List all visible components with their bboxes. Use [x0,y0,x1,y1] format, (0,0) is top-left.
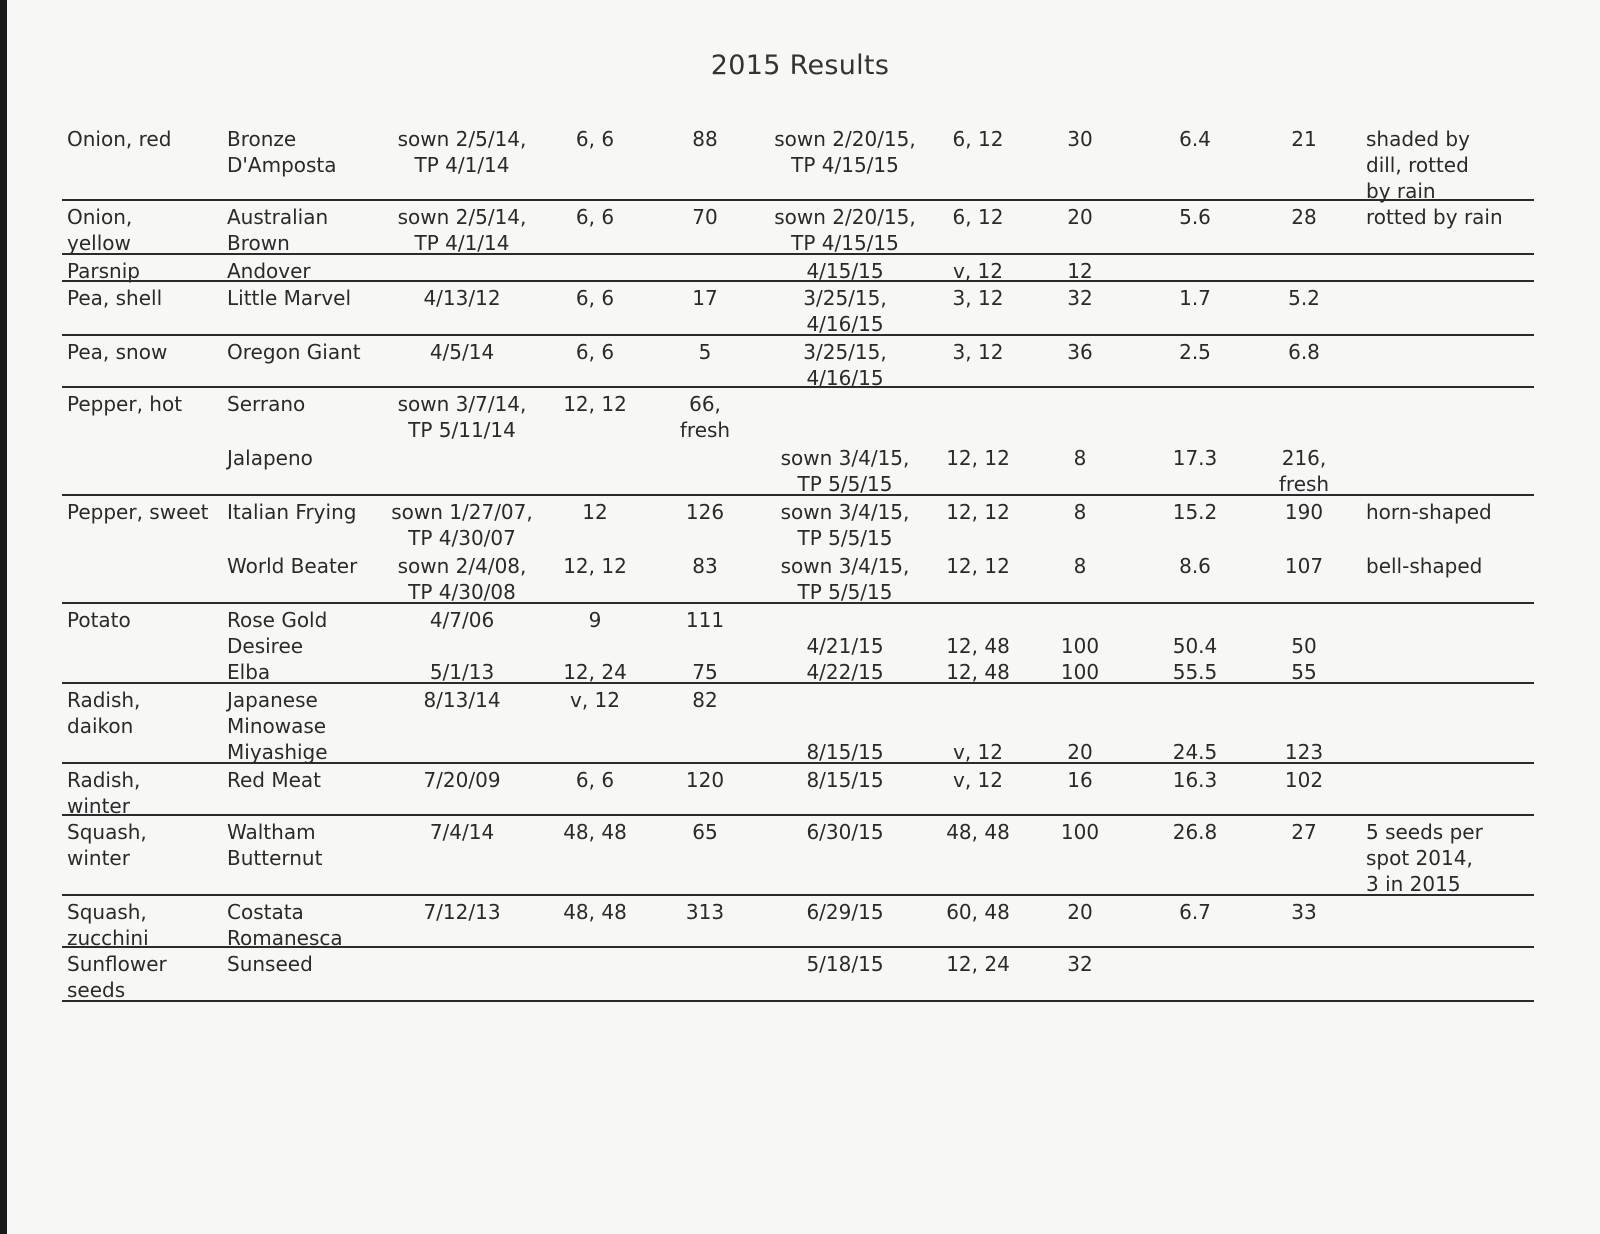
number-of-plants: 8 [1073,500,1087,524]
planted-2015: 3/25/15, 4/16/15 [803,340,887,390]
total-weight: 17.3 [1172,446,1218,470]
crop-name: Radish, daikon [67,688,141,738]
crop-name: Radish, winter [67,768,141,818]
table-row [0,549,1600,603]
yield-previous: 70 [692,205,718,229]
variety-name: Serrano [227,392,306,416]
spacing-previous: 48, 48 [563,900,627,924]
total-weight: 2.5 [1179,340,1211,364]
yield-previous: 111 75 [685,608,725,684]
spacing-previous: 6, 6 [575,286,615,310]
yield-previous: 65 [692,820,718,844]
variety-name: Little Marvel [227,286,352,310]
crop-name: Pea, snow [67,340,168,364]
variety-name: Jalapeno [227,446,313,470]
crop-name: Potato [67,608,131,632]
planted-previous: sown 2/5/14, TP 4/1/14 [397,205,527,255]
planted-previous: 8/13/14 [423,688,501,712]
notes: rotted by rain [1366,205,1503,229]
variety-name: Italian Frying [227,500,357,524]
spacing-2015: 60, 48 [946,900,1010,924]
variety-name: Bronze D'Amposta [227,127,337,177]
notes: horn-shaped [1366,500,1492,524]
yield-per-plant: 6.8 [1288,340,1320,364]
yield-previous: 17 [692,286,718,310]
spacing-2015: 6, 12 [952,205,1004,229]
spacing-2015: 6, 12 [952,127,1004,151]
yield-previous: 120 [685,768,725,792]
planted-previous: 7/4/14 [429,820,495,844]
yield-per-plant: 5.2 [1288,286,1320,310]
number-of-plants: 8 [1073,446,1087,470]
spacing-2015: 48, 48 [946,820,1010,844]
page-title: 2015 Results [710,50,890,81]
table-row [0,603,1600,683]
planted-2015: sown 2/20/15, TP 4/15/15 [774,205,916,255]
crop-name: Onion, yellow [67,205,133,255]
spacing-2015: 3, 12 [952,340,1004,364]
yield-per-plant: 28 [1291,205,1317,229]
crop-name: Pea, shell [67,286,163,310]
spacing-previous: 12, 12 [563,392,627,416]
table-row [0,683,1600,763]
yield-previous: 66, fresh [679,392,731,442]
table-row [0,122,1600,203]
spacing-2015: v, 12 [953,740,1003,764]
number-of-plants: 12 [1067,259,1093,283]
planted-previous: 4/7/06 5/1/13 [429,608,495,684]
variety-name: Rose Gold Desiree Elba [227,608,328,684]
table-row [0,335,1600,390]
number-of-plants: 20 [1067,740,1093,764]
yield-previous: 5 [698,340,712,364]
spacing-previous: 6, 6 [575,205,615,229]
spacing-2015: v, 12 [953,768,1003,792]
planted-2015: sown 3/4/15, TP 5/5/15 [780,500,910,550]
table-row [0,815,1600,895]
spacing-previous: 6, 6 [575,340,615,364]
variety-name: Japanese Minowase Miyashige [227,688,328,764]
table-row [0,200,1600,254]
variety-name: Red Meat [227,768,322,792]
planted-previous: sown 2/5/14, TP 4/1/14 [397,127,527,177]
spacing-2015: 3, 12 [952,286,1004,310]
yield-previous: 313 [685,900,725,924]
number-of-plants: 32 [1067,286,1093,310]
table-row [0,947,1600,1001]
number-of-plants: 32 [1067,952,1093,976]
notes: bell-shaped [1366,554,1483,578]
yield-per-plant: 216, fresh [1278,446,1330,496]
yield-previous: 82 [692,688,718,712]
number-of-plants: 30 [1067,127,1093,151]
table-row [0,254,1600,281]
crop-name: Pepper, hot [67,392,183,416]
total-weight: 16.3 [1172,768,1218,792]
yield-previous: 88 [692,127,718,151]
spacing-2015: 12, 12 [946,500,1010,524]
yield-per-plant: 21 [1291,127,1317,151]
crop-name: Onion, red [67,127,172,151]
planted-2015: sown 2/20/15, TP 4/15/15 [774,127,916,177]
spacing-2015: 12, 12 [946,554,1010,578]
total-weight: 6.7 [1179,900,1211,924]
planted-2015: sown 3/4/15, TP 5/5/15 [780,554,910,604]
variety-name: Andover [227,259,311,283]
notes: shaded by dill, rotted by rain [1366,127,1470,203]
planted-previous: sown 1/27/07, TP 4/30/07 [391,500,533,550]
yield-per-plant: 27 [1291,820,1317,844]
variety-name: Oregon Giant [227,340,361,364]
planted-2015: 6/30/15 [806,820,884,844]
number-of-plants: 100 [1060,820,1100,844]
planted-previous: 7/20/09 [423,768,501,792]
number-of-plants: 20 [1067,900,1093,924]
yield-previous: 126 [685,500,725,524]
number-of-plants: 100 100 [1060,634,1100,684]
spacing-previous: 12 [582,500,608,524]
yield-previous: 83 [692,554,718,578]
yield-per-plant: 33 [1291,900,1317,924]
spacing-2015: 12, 12 [946,446,1010,470]
crop-name: Parsnip [67,259,140,283]
yield-per-plant: 102 [1284,768,1324,792]
crop-name: Squash, zucchini [67,900,149,950]
spacing-2015: 12, 48 12, 48 [946,634,1010,684]
total-weight: 1.7 [1179,286,1211,310]
planted-2015: 4/21/15 4/22/15 [806,634,884,684]
notes: 5 seeds per spot 2014, 3 in 2015 [1366,820,1483,896]
total-weight: 50.4 55.5 [1172,634,1218,684]
planted-previous: 7/12/13 [423,900,501,924]
total-weight: 6.4 [1179,127,1211,151]
table-row [0,441,1600,495]
table-row [0,763,1600,818]
number-of-plants: 36 [1067,340,1093,364]
planted-2015: 6/29/15 [806,900,884,924]
number-of-plants: 16 [1067,768,1093,792]
planted-previous: sown 2/4/08, TP 4/30/08 [397,554,527,604]
spacing-2015: 12, 24 [946,952,1010,976]
number-of-plants: 20 [1067,205,1093,229]
spacing-previous: 6, 6 [575,768,615,792]
planted-2015: 8/15/15 [806,768,884,792]
spacing-previous: 12, 12 [563,554,627,578]
variety-name: Waltham Butternut [227,820,323,870]
variety-name: Sunseed [227,952,313,976]
crop-name: Sunflower seeds [67,952,167,1002]
crop-name: Squash, winter [67,820,147,870]
planted-2015: 4/15/15 [806,259,884,283]
table-row [0,495,1600,549]
total-weight: 15.2 [1172,500,1218,524]
table-row [0,387,1600,441]
planted-2015: sown 3/4/15, TP 5/5/15 [780,446,910,496]
planted-previous: 4/5/14 [429,340,495,364]
variety-name: World Beater [227,554,358,578]
planted-2015: 3/25/15, 4/16/15 [803,286,887,336]
spacing-previous: v, 12 [570,688,620,712]
table-row [0,895,1600,950]
variety-name: Costata Romanesca [227,900,343,950]
yield-per-plant: 107 [1284,554,1324,578]
total-weight: 5.6 [1179,205,1211,229]
planted-2015: 8/15/15 [806,740,884,764]
yield-per-plant: 123 [1284,740,1324,764]
number-of-plants: 8 [1073,554,1087,578]
spacing-2015: v, 12 [953,259,1003,283]
variety-name: Australian Brown [227,205,329,255]
total-weight: 26.8 [1172,820,1218,844]
row-divider [62,1000,1534,1002]
planted-previous: sown 3/7/14, TP 5/11/14 [397,392,527,442]
crop-name: Pepper, sweet [67,500,209,524]
total-weight: 8.6 [1179,554,1211,578]
yield-per-plant: 190 [1284,500,1324,524]
spacing-previous: 6, 6 [575,127,615,151]
spacing-previous: 9 12, 24 [563,608,627,684]
planted-previous: 4/13/12 [423,286,501,310]
planted-2015: 5/18/15 [806,952,884,976]
spacing-previous: 48, 48 [563,820,627,844]
total-weight: 24.5 [1172,740,1218,764]
table-row [0,281,1600,335]
yield-per-plant: 50 55 [1291,634,1317,684]
